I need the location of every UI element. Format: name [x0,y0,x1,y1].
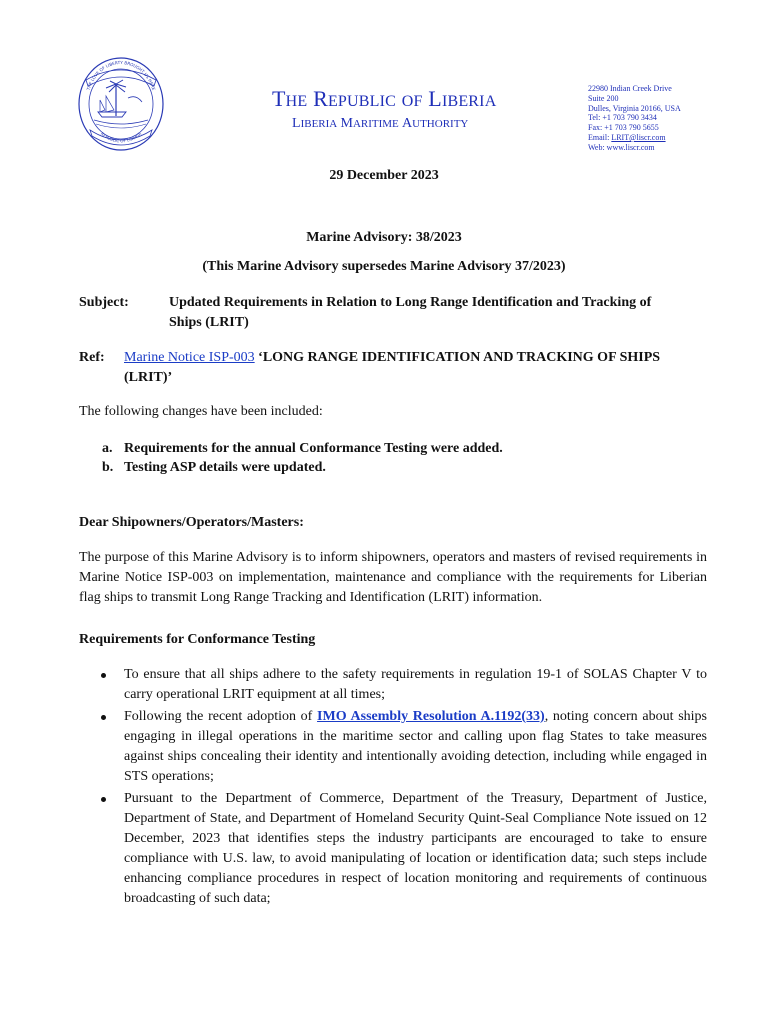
telephone: Tel: +1 703 790 3434 [588,113,657,123]
liberia-seal-logo [76,54,166,152]
change-marker-a: a. [102,441,113,456]
contact-address [588,84,681,153]
section-heading: Requirements for Conformance Testing [79,632,316,647]
subject-line-2: Ships (LRIT) [169,315,249,330]
republic-title: THE REPUBLIC OF LIBERIA [272,86,497,111]
address-line: 22980 Indian Creek Drive [588,84,672,93]
purpose-paragraph: The purpose of this Marine Advisory is to inform shipowners, operators and masters of revised requirements in Marine Notice ISP-003 on implementation, maintenance and compliance with the requirements for Liberian flag ships to transmit Long Range Tracking and Identification (LRIT) information. [79,550,707,605]
changes-intro: The following changes have been included: [79,404,323,419]
svg-text:THE LOVE OF LIBERTY BROUGHT US [85,60,156,92]
list-item: To ensure that all ships adhere to the safety requirements in regulation 19-1 of SOLAS Chapter V to carry operational LRIT equipment at all times; [79,665,707,705]
seal-motto-text: THE LOVE OF LIBERTY BROUGHT US HERE [85,59,157,91]
svg-text:REPUBLIC OF LIBERIA [100,131,143,143]
advisory-number: Marine Advisory: 38/2023 [306,230,462,245]
list-item: Pursuant to the Department of Commerce, Department of the Treasury, Department of Justice, Department of State, and Department of Homeland Security Quint-Seal Compliance Note issued on 12 December, 2023 that identifies steps the industry participants are encouraged to take to ensure compliance with U.S. law, to avoid manipulating of location or identification data; such steps include enhancing compliance procedures in respect of location monitoring and requirements of continuous broadcasting of such data; [79,789,707,909]
fax: Fax: +1 703 790 5655 [588,123,659,133]
ref-line-1: Marine Notice ISP-003 ‘LONG RANGE IDENTIFICATION AND TRACKING OF SHIPS [124,350,661,365]
ref-line-2: (LRIT)’ [124,370,173,385]
marine-notice-link[interactable]: Marine Notice ISP-003 [124,350,255,365]
bullet-icon [101,715,106,720]
bullet-icon [101,797,106,802]
requirements-list [79,665,707,911]
change-item-a: Requirements for the annual Conformance Testing were added. [124,441,503,456]
change-item-b: Testing ASP details were updated. [124,460,326,475]
subject-line-1: Updated Requirements in Relation to Long Range Identification and Tracking of [169,295,652,310]
bullet-icon [101,673,106,678]
salutation: Dear Shipowners/Operators/Masters: [79,515,304,530]
email-link[interactable]: LRIT@liscr.com [611,132,666,142]
address-line: Suite 200 [588,93,619,103]
email-line: Email: LRIT@liscr.com [588,132,666,142]
address-line: Dulles, Virginia 20166, USA [588,103,681,113]
website: Web: www.liscr.com [588,142,655,152]
imo-resolution-link[interactable]: IMO Assembly Resolution A.1192(33) [317,709,545,724]
authority-subtitle: LIBERIA MARITIME AUTHORITY [292,116,469,131]
list-item: Following the recent adoption of IMO Assembly Resolution A.1192(33), noting concern about ships engaging in illegal operations in the maritime sector and calling upon flag States to take measures against ships concealing their identity and intentionally avoiding detection, including while engaged in STS operations; [79,707,707,787]
supersedes-note: (This Marine Advisory supersedes Marine Advisory 37/2023) [202,259,566,274]
seal-name-text: REPUBLIC OF LIBERIA [99,131,143,144]
subject-label: Subject: [79,295,129,310]
advisory-date: 29 December 2023 [329,168,439,183]
ref-label: Ref: [79,350,105,365]
change-marker-b: b. [102,460,114,475]
